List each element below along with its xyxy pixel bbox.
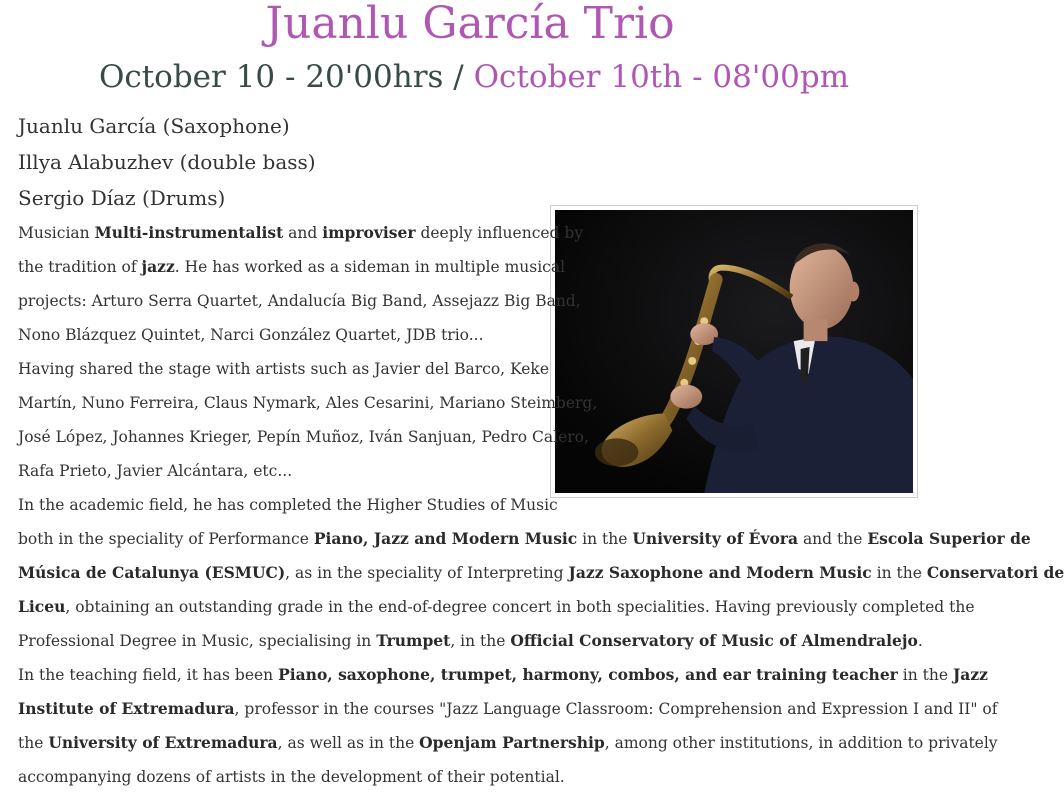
bio-line: Nono Blázquez Quintet, Narci González Quartet, JDB trio... — [18, 326, 484, 344]
bio-line: Rafa Prieto, Javier Alcántara, etc... — [18, 462, 293, 480]
bio-line: Musician Multi-instrumentalist and improviser deeply influenced by — [18, 223, 584, 242]
bio-line: the tradition of jazz. He has worked as a sideman in multiple musical — [18, 257, 566, 276]
bio-line: In the academic field, he has completed the Higher Studies of Music — [18, 496, 558, 514]
bio-line: José López, Johannes Krieger, Pepín Muñoz, Iván Sanjuan, Pedro Calero, — [18, 428, 589, 446]
bio-line: Having shared the stage with artists such as Javier del Barco, Keke — [18, 360, 549, 378]
page-title: Juanlu García Trio — [265, 0, 675, 49]
bio-line: Martín, Nuno Ferreira, Claus Nymark, Ales Cesarini, Mariano Steimberg, — [18, 394, 598, 412]
member-item: Illya Alabuzhev (double bass) — [18, 150, 316, 174]
biography-text — [18, 216, 1064, 794]
bio-line: Música de Catalunya (ESMUC), as in the speciality of Interpreting Jazz Saxophone and Modern Music in the Conservatori de — [18, 563, 1064, 582]
member-item: Juanlu García (Saxophone) — [18, 114, 290, 138]
band-members-list — [18, 108, 316, 216]
date-english: October 10th - 08'00pm — [473, 59, 850, 95]
bio-line: Institute of Extremadura, professor in the courses "Jazz Language Classroom: Comprehension and Expression I and II" of — [18, 699, 998, 718]
bio-line: the University of Extremadura, as well as in the Openjam Partnership, among other institutions, in addition to privately — [18, 733, 998, 752]
event-date — [0, 52, 948, 102]
bio-line: Liceu, obtaining an outstanding grade in the end-of-degree concert in both specialities. Having previously completed the — [18, 597, 975, 616]
bio-line: In the teaching field, it has been Piano, saxophone, trumpet, harmony, combos, and ear training teacher in the Jazz — [18, 665, 988, 684]
bio-line: projects: Arturo Serra Quartet, Andalucía Big Band, Assejazz Big Band, — [18, 292, 581, 310]
date-separator: / — [443, 59, 474, 95]
bio-line: Professional Degree in Music, specialising in Trumpet, in the Official Conservatory of Music of Almendralejo. — [18, 631, 923, 650]
bio-line: both in the speciality of Performance Piano, Jazz and Modern Music in the University of Évora and the Escola Superior de — [18, 529, 1031, 548]
member-item: Sergio Díaz (Drums) — [18, 186, 226, 210]
bio-line: accompanying dozens of artists in the development of their potential. — [18, 768, 565, 786]
date-spanish: October 10 - 20'00hrs — [98, 59, 444, 95]
